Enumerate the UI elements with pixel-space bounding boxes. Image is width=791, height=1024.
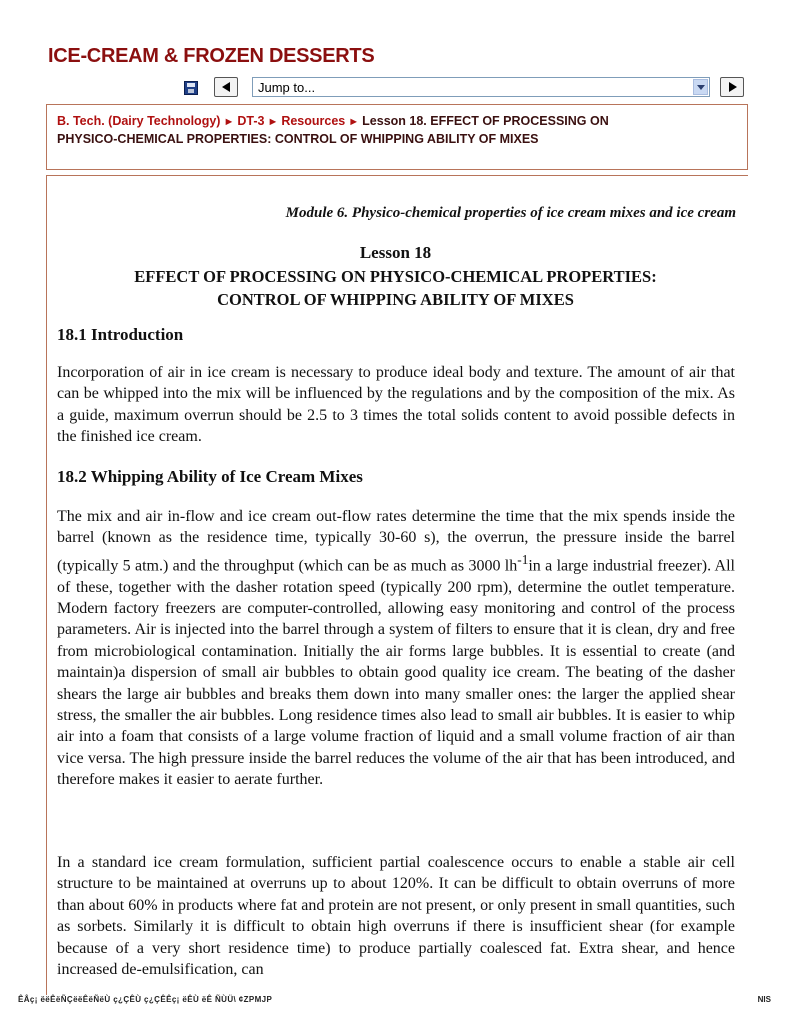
previous-button[interactable] <box>214 77 238 97</box>
whipping-paragraph-1-part-a: The mix and air in-flow and ice cream out-flow rates determine the time that the mix spends inside the barrel (known as the residence time, typically 30-60 s), the overrun, the pressure inside the barrel (typically 5 atm.) and the throughput (which can be as much as 3000 lh <box>57 508 735 575</box>
section-heading-introduction: 18.1 Introduction <box>57 325 184 344</box>
lesson-title <box>0 265 791 311</box>
breadcrumb-current-line2: PHYSICO-CHEMICAL PROPERTIES: CONTROL OF WHIPPING ABILITY OF MIXES <box>57 132 539 146</box>
intro-paragraph: Incorporation of air in ice cream is necessary to produce ideal body and texture. The amount of air that can be whipped into the mix will be influenced by the regulations and by the composition of the mix. As a guide, maximum overrun should be 2.5 to 3 times the total solids content to avoid possible defects in the finished ice cream. <box>57 364 735 446</box>
breadcrumb-current-line1: Lesson 18. EFFECT OF PROCESSING ON <box>362 114 609 128</box>
whipping-paragraph-1-part-b: in a large industrial freezer). All of these, together with the dasher rotation speed (typically 200 rpm), determine the outlet temperature. Modern factory freezers are computer-controlled, allowing easy monitoring and control of the process parameters. Air is injected into the barrel through a system of filters to ensure that it is clean, dry and free from microbiological contamination. Initially the air forms large bubbles. It is essential to create (and maintain)a dispersion of small air bubbles to obtain good quality ice cream. The beating of the dasher shears the large air bubbles and breaks them down into many smaller ones: the larger the applied shear stress, the smaller the air bubbles. Long residence times also lead to small air bubbles. It is easier to whip air into a foam that consists of a large volume fraction of liquid and a small volume fraction of air than vice versa. The high pressure inside the barrel reduces the volume of the air that has been introduced, and therefore makes it easier to aerate further. <box>57 557 735 789</box>
lesson-number: Lesson 18 <box>359 243 432 262</box>
whipping-paragraph-1 <box>57 506 735 791</box>
jump-to-label: Jump to... <box>258 80 316 95</box>
triangle-right-icon <box>729 82 737 92</box>
breadcrumb-link-btech[interactable]: B. Tech. (Dairy Technology) <box>57 114 221 128</box>
breadcrumb-link-dt3[interactable]: DT-3 <box>237 114 265 128</box>
breadcrumb-link-resources[interactable]: Resources <box>281 114 346 128</box>
page-footer-url: ÊÂç¡ ëëÊëÑÇëëÊëÑëÙ ç¿ÇÊÙ ç¿ÇÊÊç¡ ëÊÙ ëÊ ÑÙÜ\ ¢ZPMJP <box>18 995 273 1004</box>
lesson-title-line1: EFFECT OF PROCESSING ON PHYSICO-CHEMICAL PROPERTIES: <box>134 267 657 286</box>
page-footer-number: NIS <box>757 995 771 1004</box>
breadcrumb-separator: ► <box>223 116 235 128</box>
breadcrumb <box>57 113 735 148</box>
breadcrumb-panel <box>46 104 748 170</box>
triangle-left-icon <box>222 82 230 92</box>
site-title[interactable]: ICE-CREAM & FROZEN DESSERTS <box>48 45 375 67</box>
breadcrumb-separator: ► <box>348 116 360 128</box>
whipping-paragraph-2: In a standard ice cream formulation, sufficient partial coalescence occurs to enable a stable air cell structure to be maintained at overruns up to about 120%. It can be difficult to obtain overruns of more than about 60% in products where fat and protein are not present, or only present in small quantities, such as sorbets. Similarly it is difficult to obtain high overruns if there is insufficient shear (for example because of a very short residence time) to produce partially coalesced fat. Extra shear, and hence increased de-emulsification, can <box>57 854 735 979</box>
lesson-title-line2: CONTROL OF WHIPPING ABILITY OF MIXES <box>217 290 574 309</box>
module-title: Module 6. Physico-chemical properties of ice cream mixes and ice cream <box>285 205 736 221</box>
chevron-down-icon[interactable] <box>693 79 708 95</box>
navigation-bar <box>184 77 744 99</box>
next-button[interactable] <box>720 77 744 97</box>
section-heading-whipping-ability: 18.2 Whipping Ability of Ice Cream Mixes <box>57 467 363 486</box>
jump-to-select[interactable] <box>252 77 710 97</box>
superscript-minus-one: -1 <box>517 551 529 567</box>
breadcrumb-separator: ► <box>267 116 279 128</box>
save-icon[interactable] <box>184 81 198 95</box>
